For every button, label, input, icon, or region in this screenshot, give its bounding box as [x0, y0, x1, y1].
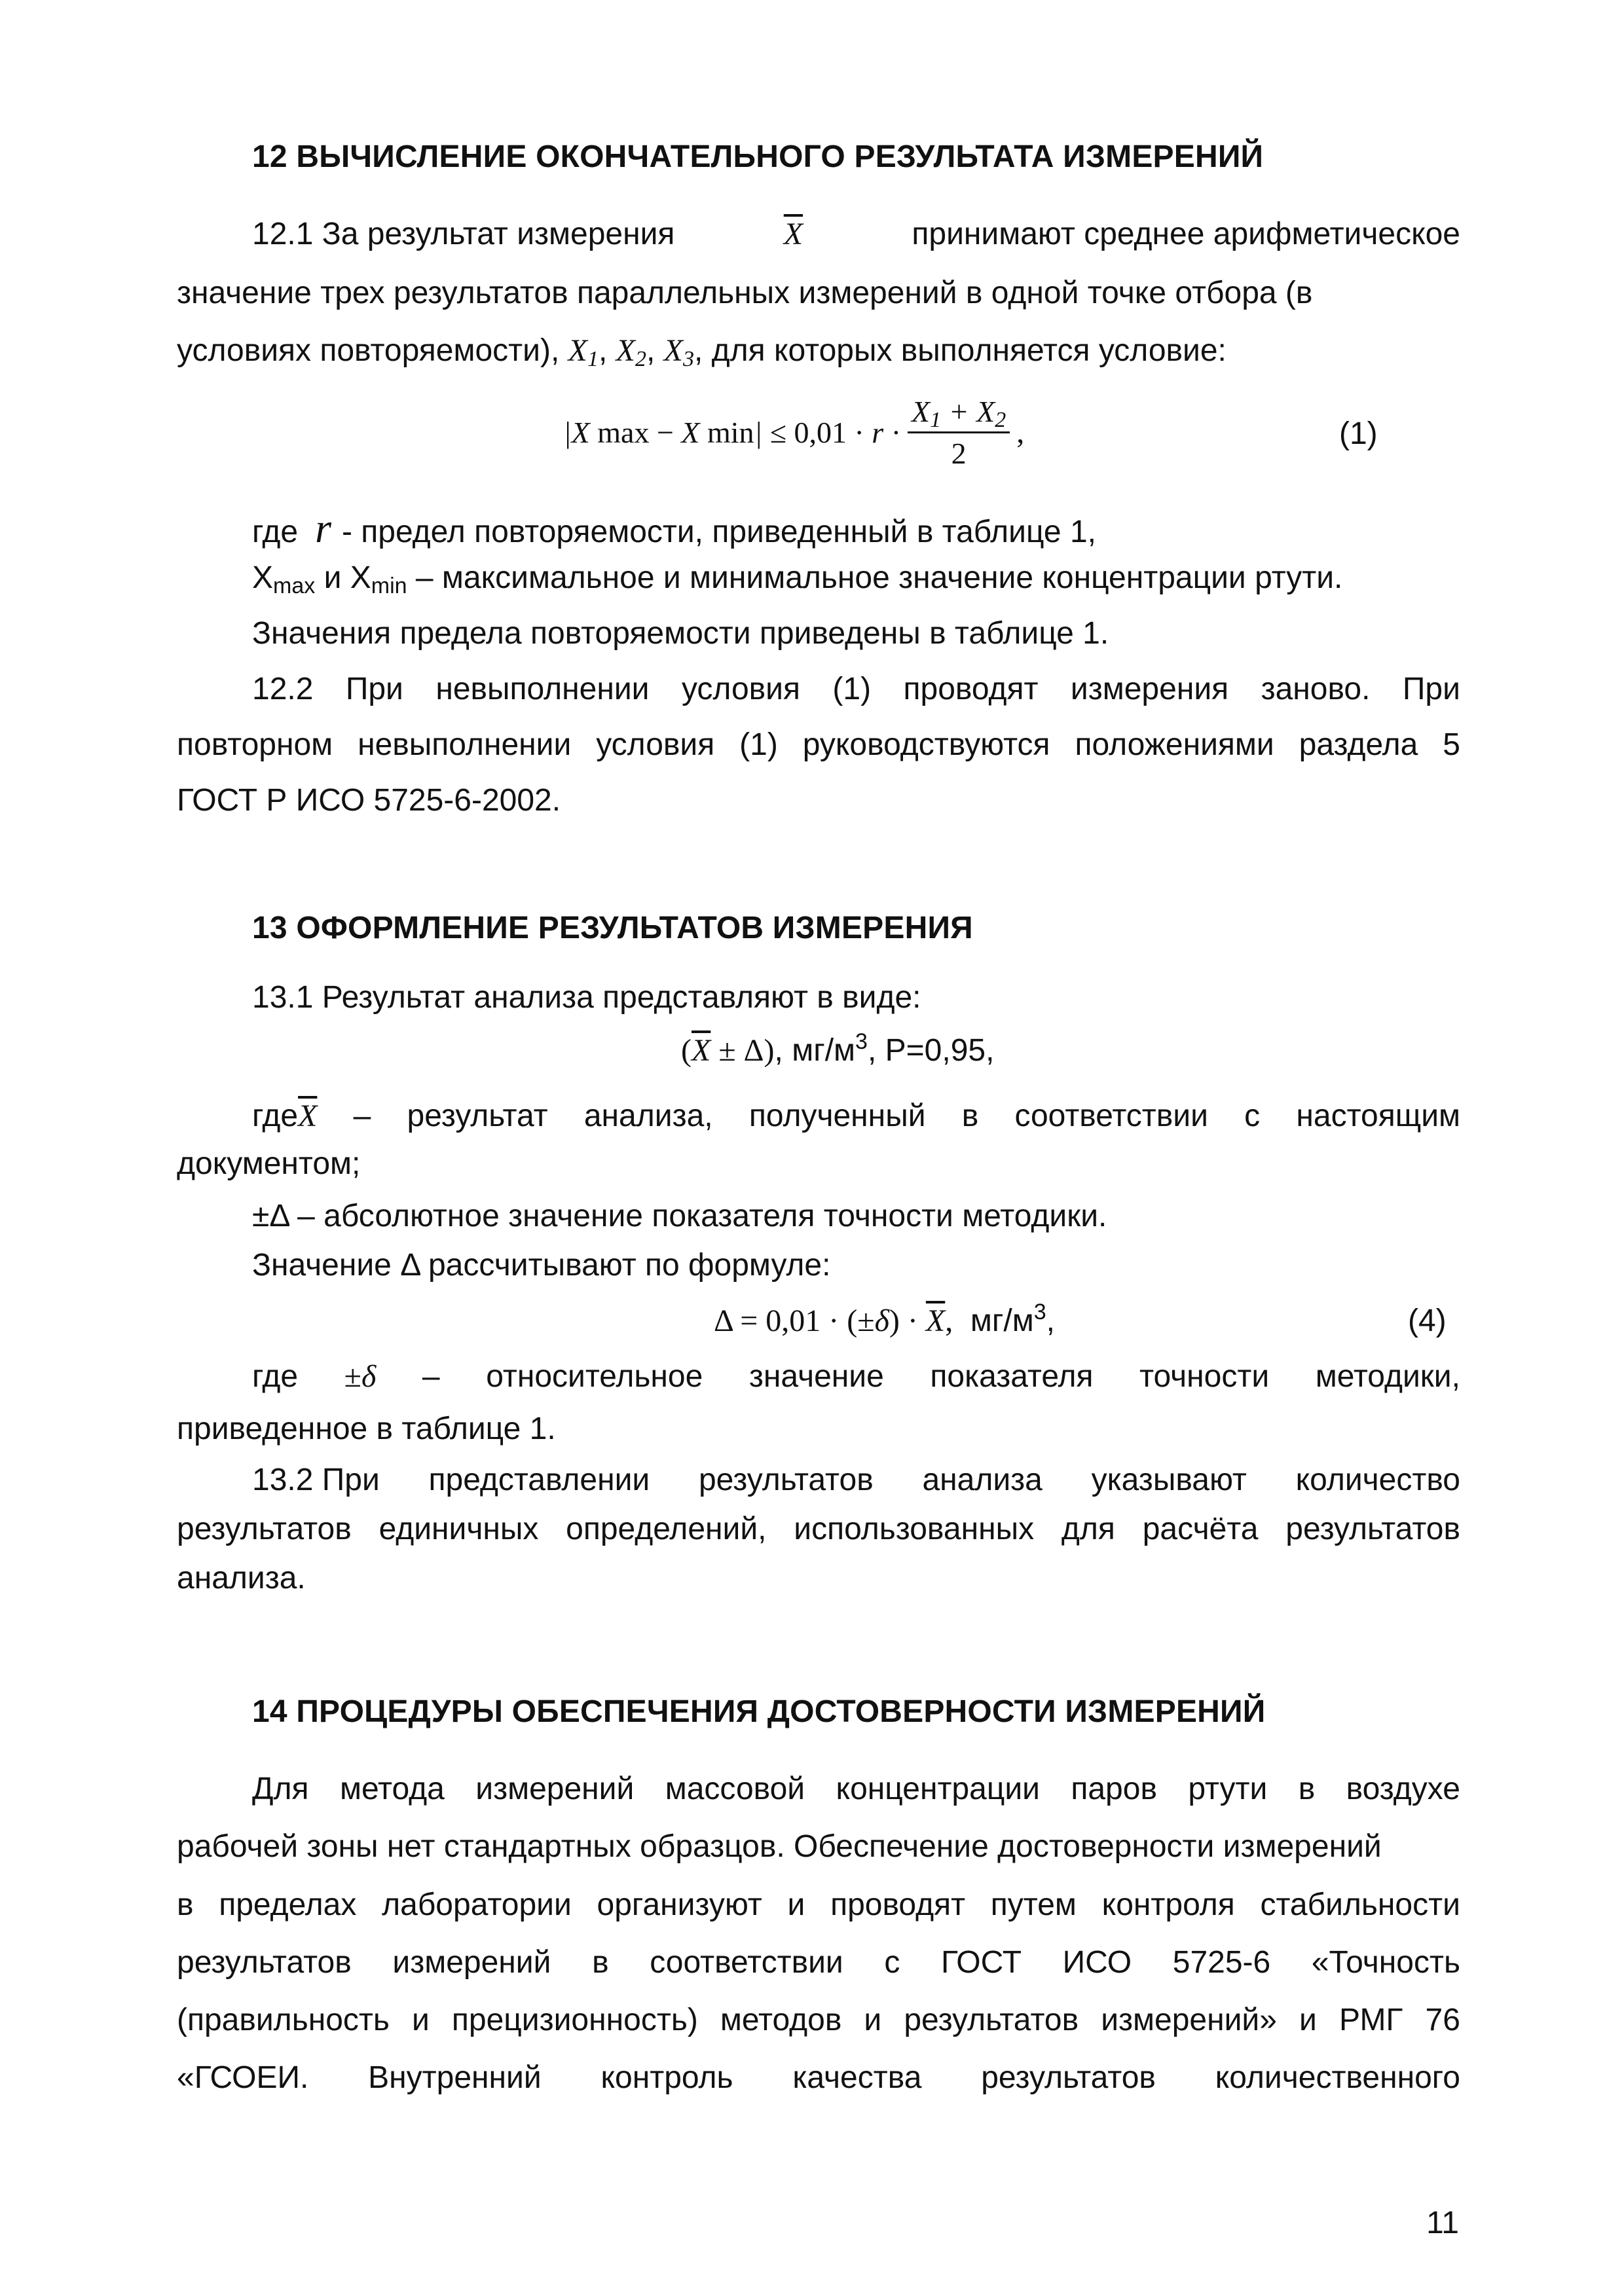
paragraph-13-2-line-2: результатов единичных определений, использованных для расчёта результатов: [177, 1512, 1460, 1546]
p12-1-text-b: принимают среднее арифметическое: [912, 217, 1460, 251]
result-units: , $мг/м^3$, Р=0,95,: [774, 1029, 995, 1068]
xmax-xmin-line: $X_{max}$ и $X_{min}$ – максимальное и минимальное значение концентрации ртути.: [252, 560, 1343, 598]
where-delta-line-1: где ±δ – относительное значение показателя точности методики,: [252, 1359, 1460, 1394]
paragraph-12-1-line-1: [252, 216, 1460, 252]
p12-1-text-a: 12.1 За результат измерения: [252, 217, 675, 251]
formula-1-comma: ,: [1016, 414, 1025, 450]
repeatability-values-line: Значения предела повторяемости приведены в таблице 1.: [252, 616, 1109, 651]
page-number: 11: [1426, 2206, 1459, 2240]
paragraph-13-1: 13.1 Результат анализа представляют в виде:: [252, 980, 921, 1015]
paragraph-12-2-line-2: повторном невыполнении условия (1) руководствуются положениями раздела 5: [177, 727, 1460, 762]
formula-1-numerator: $X_1 + X_2$: [908, 394, 1010, 433]
section-14-heading: 14 ПРОЦЕДУРЫ ОБЕСПЕЧЕНИЯ ДОСТОВЕРНОСТИ ИЗМЕРЕНИЙ: [252, 1694, 1266, 1729]
formula-1-number: (1): [1339, 416, 1378, 451]
formula-1: [563, 393, 1024, 471]
where-x-line-1: $где\overline{X}$ – результат анализа, полученный в соответствии с настоящим: [252, 1099, 1460, 1133]
section-14-line-6: «ГСОЕИ. Внутренний контроль качества результатов количественного: [177, 2060, 1460, 2095]
section-14-line-1: Для метода измерений массовой концентрации паров ртути в воздухе: [252, 1772, 1460, 1806]
section-14-line-2: рабочей зоны нет стандартных образцов. Обеспечение достоверности измерений: [177, 1829, 1382, 1864]
paragraph-12-2-line-1: 12.2 При невыполнении условия (1) проводят измерения заново. При: [252, 672, 1460, 706]
paragraph-12-2-line-3: ГОСТ Р ИСО 5725-6-2002.: [177, 783, 561, 818]
where-r-line: [252, 504, 1096, 553]
where-delta-line-2: приведенное в таблице 1.: [177, 1412, 556, 1446]
where-r-text: - предел повторяемости, приведенный в таблице 1,: [341, 515, 1096, 549]
formula-1-fraction: [908, 394, 1010, 471]
where-x-line-2: документом;: [177, 1146, 361, 1181]
formula-4-units: $мг/м^3$,: [961, 1300, 1056, 1338]
section-14-line-5: (правильность и прецизионность) методов и результатов измерений» и РМГ 76: [177, 2003, 1460, 2037]
section-14-line-3: в пределах лаборатории организуют и проводят путем контроля стабильности: [177, 1887, 1460, 1922]
mean-x-symbol: $\overline{X}$: [783, 217, 803, 251]
paragraph-12-1-line-2: значение трех результатов параллельных измерений в одной точке отбора (в: [177, 276, 1313, 310]
paragraph-13-2-line-1: 13.2 При представлении результатов анализа указывают количество: [252, 1463, 1460, 1497]
where-r-prefix: где: [252, 515, 299, 549]
paragraph-13-2-line-3: анализа.: [177, 1561, 306, 1595]
formula-4: [714, 1300, 1056, 1339]
formula-1-denominator: 2: [951, 436, 967, 470]
r-symbol: r: [315, 505, 331, 551]
result-formula: $(\overline{X} \pm \Delta)$: [681, 1033, 775, 1068]
delta-calc-line: Значение Δ рассчитывают по формуле:: [252, 1248, 831, 1283]
formula-4-expression: $\Delta = 0,01 \cdot (\pm\delta) \cdot \overline{X}$,: [714, 1303, 953, 1338]
paragraph-12-1-line-3: условиях повторяемости), $X_1$, $X_2$, $X_3$, для которых выполняется условие:: [177, 333, 1227, 371]
formula-1-lhs: |X max − X min| ≤ 0,01 · r ·: [563, 415, 902, 449]
section-14-line-4: результатов измерений в соответствии с ГОСТ ИСО 5725-6 «Точность: [177, 1945, 1460, 1980]
section-12-heading: 12 ВЫЧИСЛЕНИЕ ОКОНЧАТЕЛЬНОГО РЕЗУЛЬТАТА ИЗМЕРЕНИЙ: [252, 139, 1264, 174]
result-formula-line: [681, 1029, 995, 1068]
formula-4-number: (4): [1408, 1303, 1447, 1338]
section-13-heading: 13 ОФОРМЛЕНИЕ РЕЗУЛЬТАТОВ ИЗМЕРЕНИЯ: [252, 911, 973, 945]
delta-absolute-line: ±Δ – абсолютное значение показателя точности методики.: [252, 1199, 1107, 1233]
